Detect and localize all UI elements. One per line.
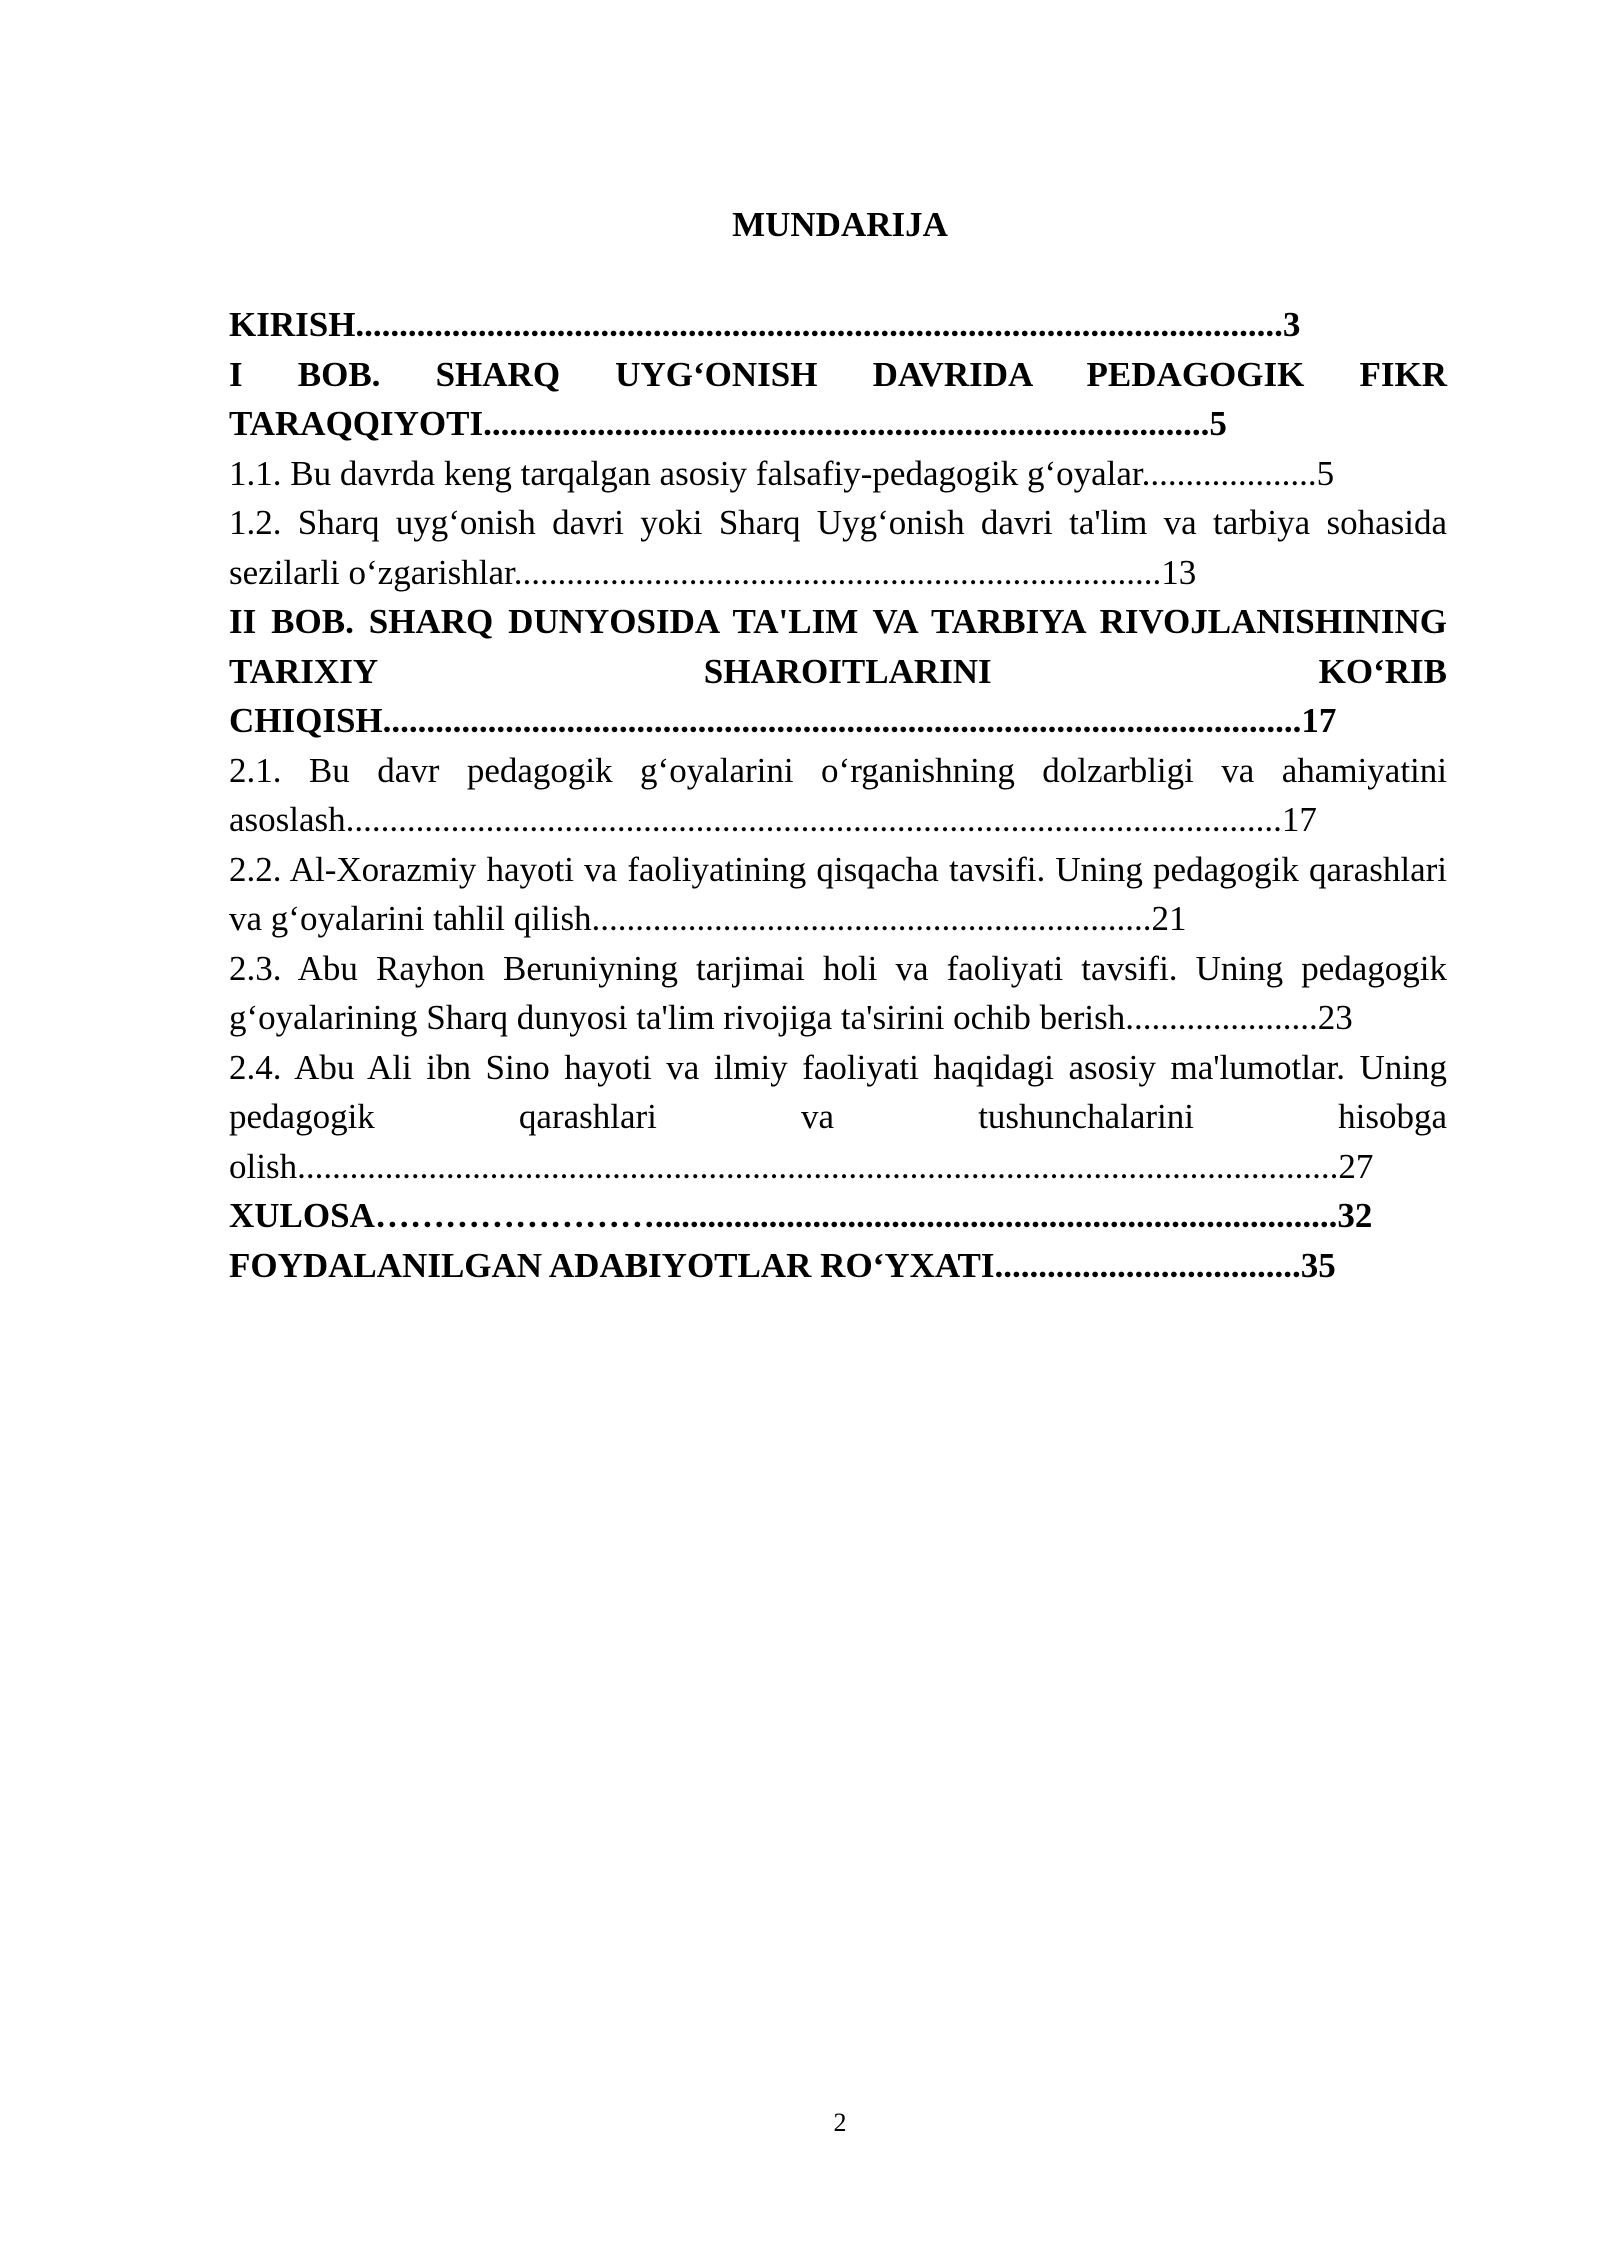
toc-entry-section-2-1: 2.1. Bu davr pedagogik g‘oyalarini o‘rganishning dolzarbligi va ahamiyatini asoslash...........................................................................................................17 (229, 750, 1447, 839)
toc-entry-section-2-4: 2.4. Abu Ali ibn Sino hayoti va ilmiy faoliyati haqidagi asosiy ma'lumotlar. Uning pedagogik qarashlari va tushunchalarini hisobga olish.......................................................................................................................27 (229, 1047, 1447, 1186)
toc-entry-references: FOYDALANILGAN ADABIYOTLAR RO‘YXATI...................................35 (229, 1245, 1336, 1285)
page-title: MUNDARIJA (732, 205, 948, 244)
table-of-contents (229, 300, 1447, 1290)
toc-entry-chapter-2: II BOB. SHARQ DUNYOSIDA TA'LIM VA TARBIYA RIVOJLANISHINING TARIXIY SHAROITLARINI KO‘RIB CHIQISH.........................................................................................................17 (229, 602, 1447, 740)
toc-entry-section-1-1: 1.1. Bu davrda keng tarqalgan asosiy falsafiy-pedagogik g‘oyalar....................5 (229, 453, 1335, 493)
page-number: 2 (833, 2108, 847, 2137)
toc-entry-section-1-2: 1.2. Sharq uyg‘onish davri yoki Sharq Uyg‘onish davri ta'lim va tarbiya sohasida sezilarli o‘zgarishlar..........................................................................13 (229, 503, 1447, 592)
toc-entry-section-2-2: 2.2. Al-Xorazmiy hayoti va faoliyatining qisqacha tavsifi. Uning pedagogik qarashlari va g‘oyalarini tahlil qilish................................................................21 (229, 849, 1447, 938)
toc-entry-chapter-1: I BOB. SHARQ UYG‘ONISH DAVRIDA PEDAGOGIK FIKR TARAQQIYOTI...................................................................................5 (229, 354, 1447, 443)
toc-entry-section-2-3: 2.3. Abu Rayhon Beruniyning tarjimai holi va faoliyati tavsifi. Uning pedagogik g‘oyalarining Sharq dunyosi ta'lim rivojiga ta'sirini ochib berish......................23 (229, 948, 1447, 1037)
toc-entry-xulosa: XULOSA……………………..............................................................................32 (229, 1196, 1373, 1235)
toc-entry-kirish: KIRISH..........................................................................................................3 (229, 305, 1301, 344)
